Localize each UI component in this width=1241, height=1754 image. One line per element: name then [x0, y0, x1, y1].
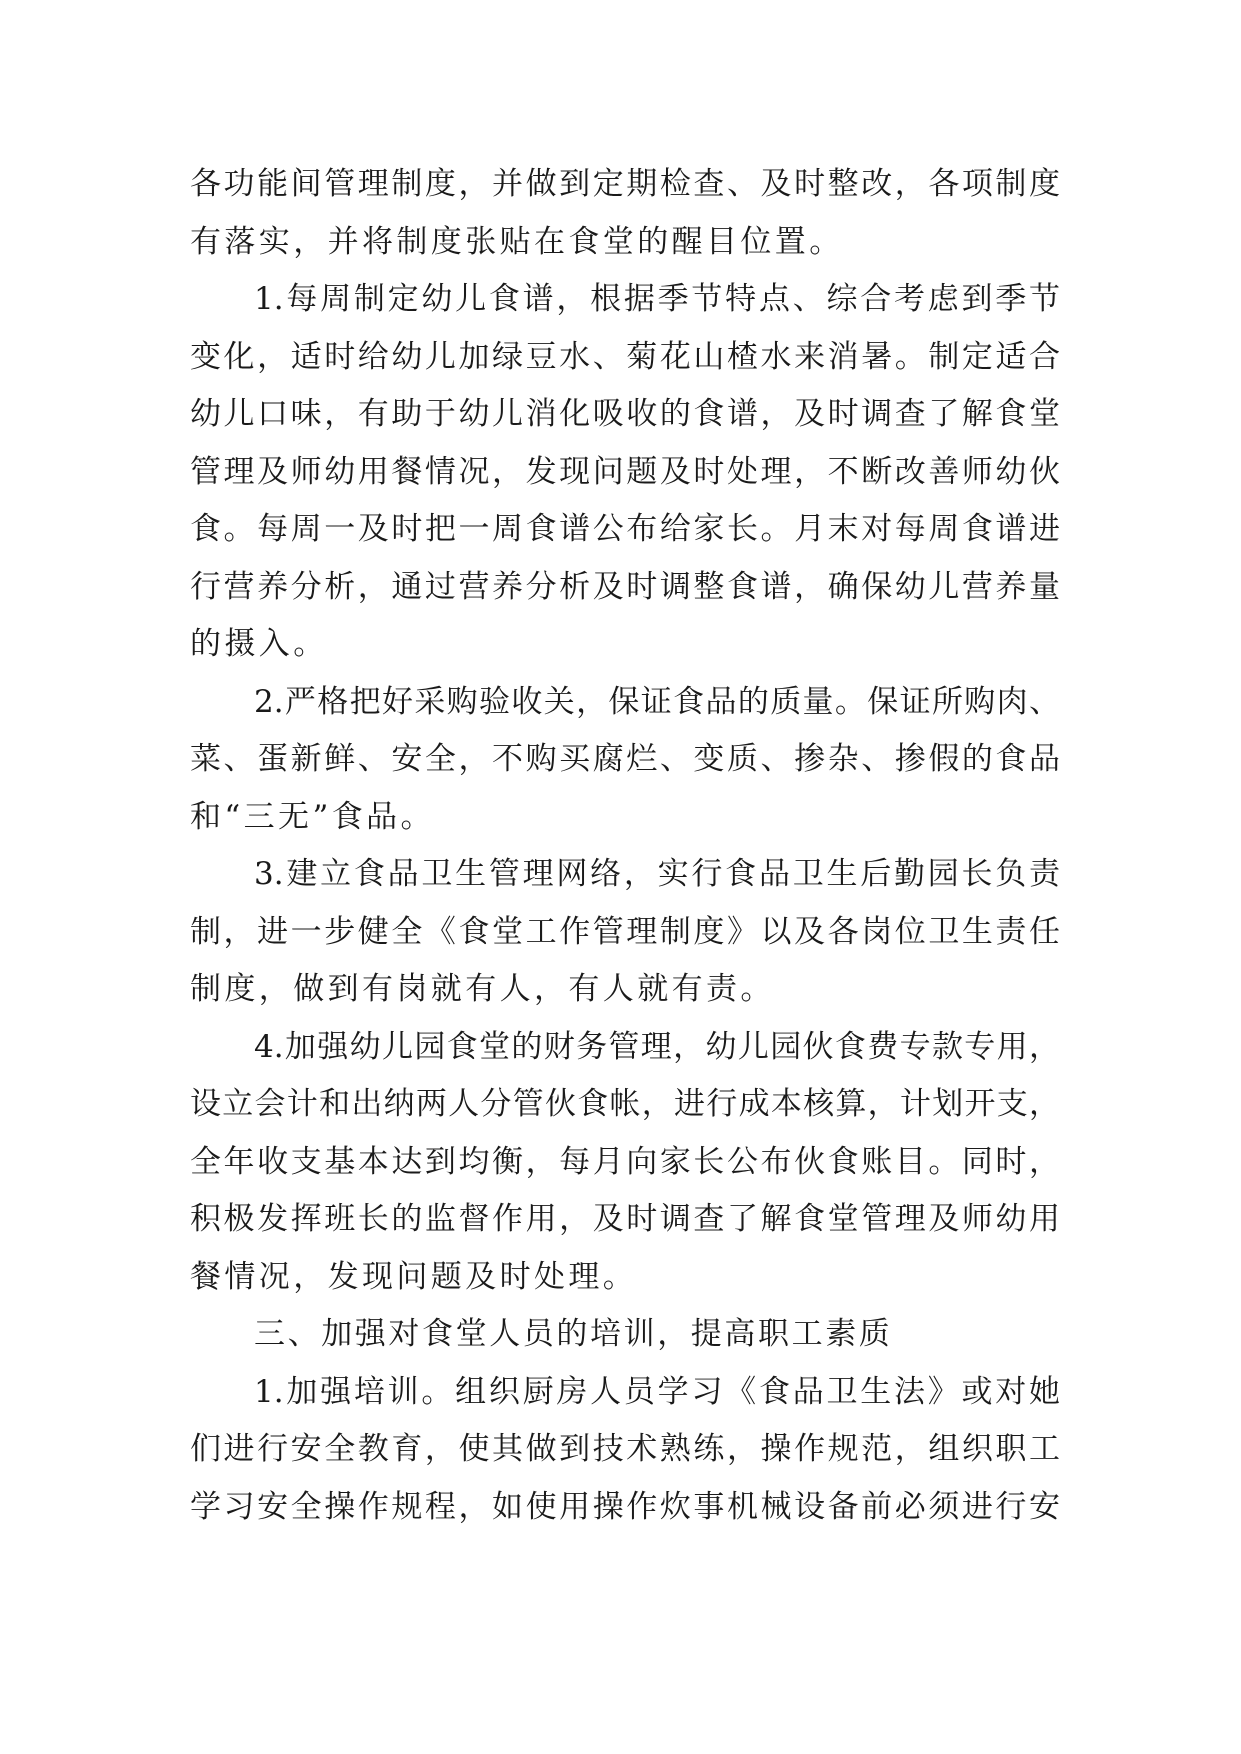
- text-line: 的摄入。: [190, 626, 328, 662]
- text-line: 3.建立食品卫生管理网络，实行食品卫生后勤园长负责: [254, 856, 1060, 892]
- section-heading: 三、加强对食堂人员的培训，提高职工素质: [254, 1316, 893, 1352]
- text-line: 有落实，并将制度张贴在食堂的醒目位置。: [190, 223, 844, 260]
- text-line: 管理及师幼用餐情况，发现问题及时处理，不断改善师幼伙: [190, 453, 1060, 490]
- text-line: 学习安全操作规程，如使用操作炊事机械设备前必须进行安: [190, 1488, 1060, 1525]
- text-line: 积极发挥班长的监督作用，及时调查了解食堂管理及师幼用: [190, 1201, 1060, 1237]
- text-line: 食。每周一及时把一周食谱公布给家长。月末对每周食谱进: [190, 511, 1060, 547]
- text-line: 餐情况，发现问题及时处理。: [190, 1258, 638, 1295]
- text-line: 全年收支基本达到均衡，每月向家长公布伙食账目。同时，: [190, 1143, 1060, 1180]
- text-line: 4.加强幼儿园食堂的财务管理，幼儿园伙食费专款专用，: [254, 1028, 1060, 1065]
- text-line: 2.严格把好采购验收关，保证食品的质量。保证所购肉、: [254, 683, 1060, 720]
- text-line: 设立会计和出纳两人分管伙食帐，进行成本核算，计划开支，: [190, 1086, 1060, 1122]
- text-line: 和“三无”食品。: [190, 798, 435, 835]
- text-line: 们进行安全教育，使其做到技术熟练，操作规范，组织职工: [190, 1431, 1060, 1467]
- text-line: 1.加强培训。组织厨房人员学习《食品卫生法》或对她: [254, 1373, 1060, 1410]
- document-body: [190, 156, 1060, 1536]
- text-line: 行营养分析，通过营养分析及时调整食谱，确保幼儿营养量: [190, 568, 1060, 605]
- text-line: 变化，适时给幼儿加绿豆水、菊花山楂水来消暑。制定适合: [190, 338, 1060, 375]
- text-line: 幼儿口味，有助于幼儿消化吸收的食谱，及时调查了解食堂: [190, 396, 1060, 432]
- text-line: 1.每周制定幼儿食谱，根据季节特点、综合考虑到季节: [254, 281, 1060, 317]
- text-line: 制，进一步健全《食堂工作管理制度》以及各岗位卫生责任: [190, 913, 1060, 950]
- text-line: 制度，做到有岗就有人，有人就有责。: [190, 971, 775, 1007]
- text-line: 各功能间管理制度，并做到定期检查、及时整改，各项制度: [190, 166, 1060, 202]
- text-line: 菜、蛋新鲜、安全，不购买腐烂、变质、掺杂、掺假的食品: [190, 741, 1060, 777]
